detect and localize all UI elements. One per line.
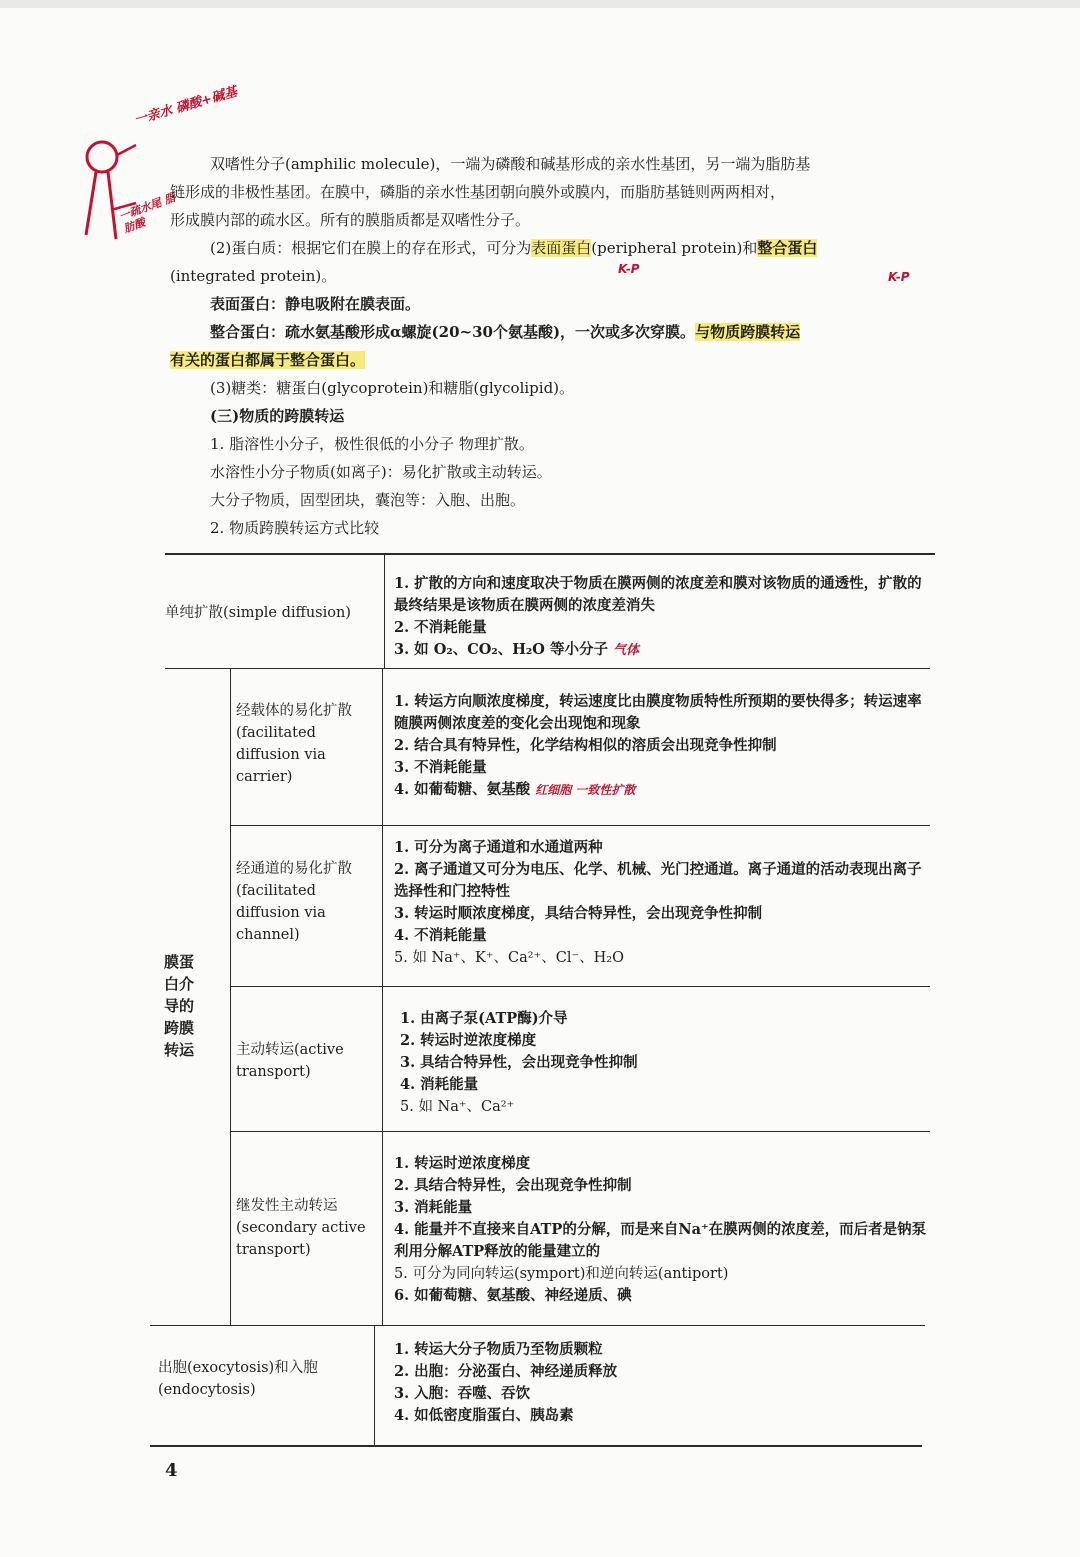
paragraph: 链形成的非极性基团。在膜中，磷脂的亲水性基团朝向膜外或膜内，而脂肪基链则两两相对， [170, 183, 786, 201]
table-rule [230, 668, 231, 1325]
text-span: (peripheral protein)和 [591, 239, 758, 257]
highlight-peripheral: 表面蛋白 [531, 239, 592, 257]
row-label-active: 主动转运(active transport) [236, 1042, 344, 1080]
list-item: 1. 扩散的方向和速度取决于物质在膜两侧的浓度差和膜对该物质的通透性，扩散的最终结果是该物质在膜两侧的浓度差消失 [394, 575, 922, 614]
list-item: 4. 如低密度脂蛋白、胰岛素 [394, 1407, 574, 1424]
list-item: 6. 如葡萄糖、氨基酸、神经递质、碘 [394, 1287, 632, 1304]
secondary-cell [394, 1153, 929, 1307]
gas-annotation: 气体 [613, 643, 640, 658]
list-item [394, 779, 929, 801]
list-item: 3. 消耗能量 [394, 1199, 473, 1216]
table-rule [150, 1445, 922, 1447]
tail-annotation: 一疏水尾 脂肪酸 [117, 190, 178, 236]
list-item: 1. 转运大分子物质乃至物质颗粒 [394, 1341, 603, 1358]
integrated-annotation: K-P [888, 270, 910, 284]
simple-cell [394, 573, 929, 662]
table-rule [230, 1131, 930, 1132]
list-item: 2. 出胞：分泌蛋白、神经递质释放 [394, 1363, 618, 1380]
body-text [170, 150, 945, 542]
list-item: 3. 不消耗能量 [394, 759, 487, 776]
text-span: 3. 如 O₂、CO₂、H₂O 等小分子 [394, 641, 608, 658]
paragraph: 大分子物质，固型团块，囊泡等：入胞、出胞。 [210, 491, 526, 509]
table-rule [384, 553, 385, 668]
paragraph: 2. 物质跨膜转运方式比较 [210, 519, 380, 537]
row-label-channel: 经通道的易化扩散(facilitated diffusion via channel) [236, 861, 352, 943]
exo-cell [394, 1339, 924, 1427]
list-item: 2. 离子通道又可分为电压、化学、机械、光门控通道。离子通道的活动表现出离子选择性和门控特性 [394, 861, 922, 900]
table-rule [150, 1325, 925, 1326]
active-cell [400, 1008, 930, 1118]
text-span: 整合蛋白：疏水氨基酸形成α螺旋(20~30个氨基酸)，一次或多次穿膜。 [210, 323, 696, 341]
list-item: 4. 不消耗能量 [394, 927, 487, 944]
list-item: 5. 如 Na⁺、K⁺、Ca²⁺、Cl⁻、H₂O [394, 950, 624, 966]
list-item: 1. 转运方向顺浓度梯度，转运速度比由膜度物质特性所预期的要快得多；转运速率随膜两侧浓度差的变化会出现饱和现象 [394, 693, 922, 732]
carrier-cell [394, 691, 929, 801]
list-item: 2. 具结合特异性，会出现竞争性抑制 [394, 1177, 632, 1194]
paragraph [170, 318, 945, 346]
row-label-secondary: 继发性主动转运(secondary active transport) [236, 1198, 366, 1258]
paragraph: 水溶性小分子物质(如离子)：易化扩散或主动转运。 [210, 463, 552, 481]
head-annotation: 一亲水 磷酸+碱基 [132, 84, 239, 129]
table-rule [165, 668, 930, 669]
peripheral-annotation: K-P [618, 262, 640, 276]
channel-cell [394, 837, 929, 969]
paragraph: 表面蛋白：静电吸附在膜表面。 [210, 295, 421, 313]
list-item: 2. 转运时逆浓度梯度 [400, 1032, 537, 1049]
list-item: 2. 结合具有特异性，化学结构相似的溶质会出现竞争性抑制 [394, 737, 777, 754]
table-rule [165, 553, 935, 555]
row-label-exo-endo: 出胞(exocytosis)和入胞(endocytosis) [158, 1360, 318, 1398]
list-item: 5. 可分为同向转运(symport)和逆向转运(antiport) [394, 1266, 729, 1282]
paragraph [170, 234, 945, 262]
list-item: 5. 如 Na⁺、Ca²⁺ [400, 1099, 515, 1115]
table-rule [374, 1325, 375, 1445]
list-item: 3. 入胞：吞噬、吞饮 [394, 1385, 531, 1402]
paragraph: (integrated protein)。 [170, 267, 337, 285]
text-span: (2)蛋白质：根据它们在膜上的存在形式，可分为 [210, 239, 532, 257]
list-item: 1. 可分为离子通道和水通道两种 [394, 839, 603, 856]
carrier-annotation: 红细胞 一致性扩散 [535, 783, 636, 797]
highlight-integrated-all: 有关的蛋白都属于整合蛋白。 [170, 351, 366, 369]
list-item: 1. 转运时逆浓度梯度 [394, 1155, 531, 1172]
list-item: 3. 转运时顺浓度梯度，具结合特异性，会出现竞争性抑制 [394, 905, 763, 922]
paragraph: (3)糖类：糖蛋白(glycoprotein)和糖脂(glycolipid)。 [210, 379, 575, 397]
list-item: 1. 由离子泵(ATP酶)介导 [400, 1010, 568, 1027]
list-item [394, 639, 929, 662]
text-span: 4. 如葡萄糖、氨基酸 [394, 781, 531, 798]
table-rule [230, 986, 930, 987]
paragraph: 双嗜性分子(amphilic molecule)，一端为磷酸和碱基形成的亲水性基团，另一端为脂肪基 [210, 155, 811, 173]
paragraph [170, 346, 945, 374]
highlight-transport: 与物质跨膜转运 [695, 323, 801, 341]
list-item: 4. 消耗能量 [400, 1076, 479, 1093]
paragraph: 形成膜内部的疏水区。所有的膜脂质都是双嗜性分子。 [170, 211, 531, 229]
list-item: 3. 具结合特异性，会出现竞争性抑制 [400, 1054, 638, 1071]
page-number: 4 [165, 1460, 178, 1481]
paragraph: 1. 脂溶性小分子，极性很低的小分子 物理扩散。 [210, 435, 534, 453]
row-label-carrier: 经载体的易化扩散(facilitated diffusion via carrier) [236, 703, 352, 785]
table-rule [230, 825, 930, 826]
group-label: 膜蛋白介导的跨膜转运 [164, 953, 195, 1059]
row-label-simple: 单纯扩散(simple diffusion) [165, 605, 351, 621]
viewer-top-bar [0, 0, 1080, 8]
list-item: 2. 不消耗能量 [394, 619, 487, 636]
list-item: 4. 能量并不直接来自ATP的分解，而是来自Na⁺在膜两侧的浓度差，而后者是钠泵利用分解ATP释放的能量建立的 [394, 1221, 927, 1260]
highlight-integrated: 整合蛋白 [757, 239, 818, 257]
section-heading: (三)物质的跨膜转运 [210, 407, 345, 425]
table-rule [382, 668, 383, 1325]
